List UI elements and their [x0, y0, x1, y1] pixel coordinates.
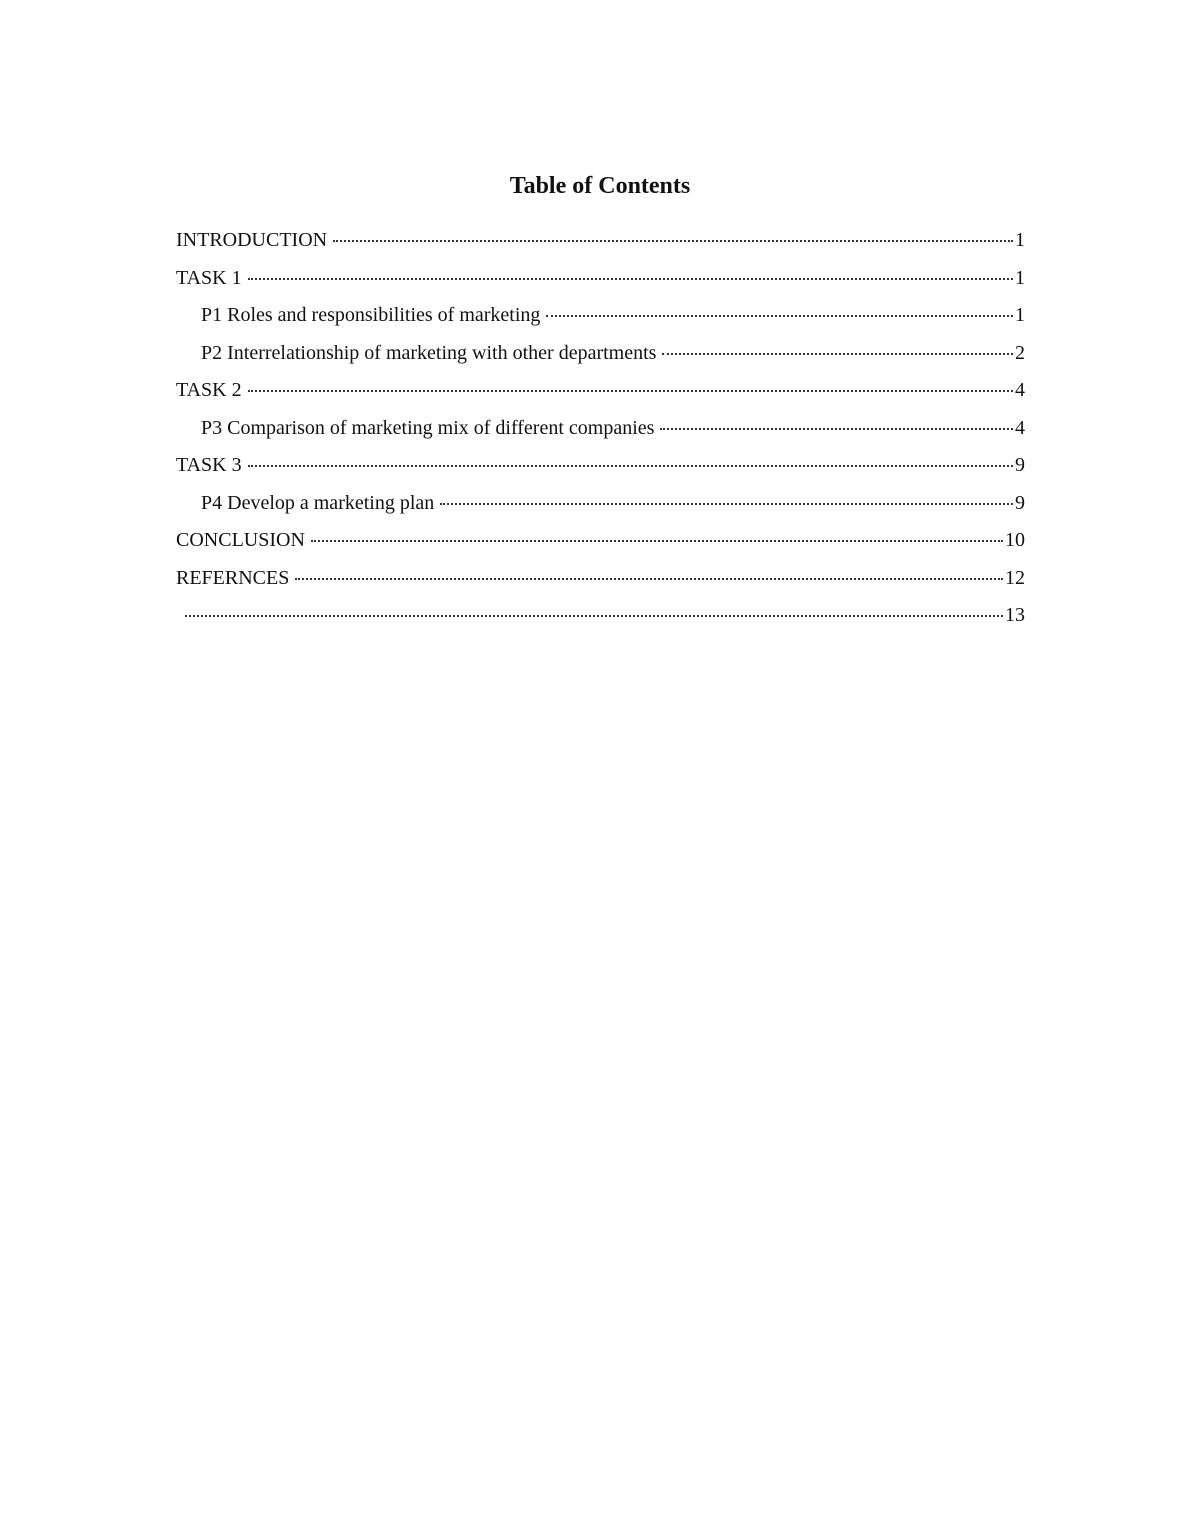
toc-entry-page: 2 [1015, 341, 1025, 364]
dot-leader [660, 428, 1013, 430]
toc-entry-label: TASK 3 [176, 454, 242, 476]
toc-entry-page: 13 [1005, 604, 1025, 626]
toc-entry-task-3[interactable] [176, 447, 1025, 485]
toc-entry-p4[interactable] [176, 485, 1025, 523]
dot-leader [662, 353, 1013, 355]
dot-leader [248, 278, 1013, 280]
toc-entry-page: 4 [1015, 379, 1025, 401]
dot-leader [295, 578, 1003, 580]
dot-leader [546, 315, 1013, 317]
toc-entry-p3[interactable] [176, 410, 1025, 448]
toc-entry-page: 1 [1015, 229, 1025, 251]
dot-leader [248, 390, 1013, 392]
toc-entry-page: 4 [1015, 416, 1025, 439]
toc-entry-page: 9 [1015, 491, 1025, 514]
toc-entry-label: TASK 2 [176, 379, 242, 401]
toc-entry-label: INTRODUCTION [176, 229, 328, 251]
toc-entry-page: 12 [1005, 566, 1025, 589]
toc-entry-label: CONCLUSION [176, 529, 305, 551]
toc-entry-task-2[interactable] [176, 372, 1025, 410]
toc-entry-label: P2 Interrelationship of marketing with other departments [201, 341, 657, 364]
toc-entry-page: 1 [1015, 304, 1025, 326]
toc-entry-introduction[interactable] [176, 222, 1025, 260]
dot-leader [185, 615, 1003, 617]
toc-entry-references[interactable] [176, 560, 1025, 598]
toc-entry-label: P1 Roles and responsibilities of marketing [201, 304, 541, 326]
toc-entry-page: 9 [1015, 454, 1025, 476]
dot-leader [248, 465, 1013, 467]
toc-entry-p2[interactable] [176, 335, 1025, 373]
toc-entry-task-1[interactable] [176, 260, 1025, 298]
toc-entry-p1[interactable] [176, 297, 1025, 335]
dot-leader [311, 540, 1003, 542]
toc-entry-label: TASK 1 [176, 266, 242, 289]
dot-leader [333, 240, 1013, 242]
toc-entry-label: P3 Comparison of marketing mix of different companies [201, 416, 655, 439]
toc-entry-page: 1 [1015, 266, 1025, 289]
toc-entry-page: 10 [1005, 529, 1025, 551]
toc-entry-conclusion[interactable] [176, 522, 1025, 560]
toc-entry-label: REFERNCES [176, 566, 290, 589]
toc-entry-untitled[interactable] [176, 597, 1025, 635]
toc-title: Table of Contents [509, 173, 691, 199]
toc-list [176, 222, 1025, 635]
toc-entry-label: P4 Develop a marketing plan [201, 491, 435, 514]
dot-leader [440, 503, 1013, 505]
